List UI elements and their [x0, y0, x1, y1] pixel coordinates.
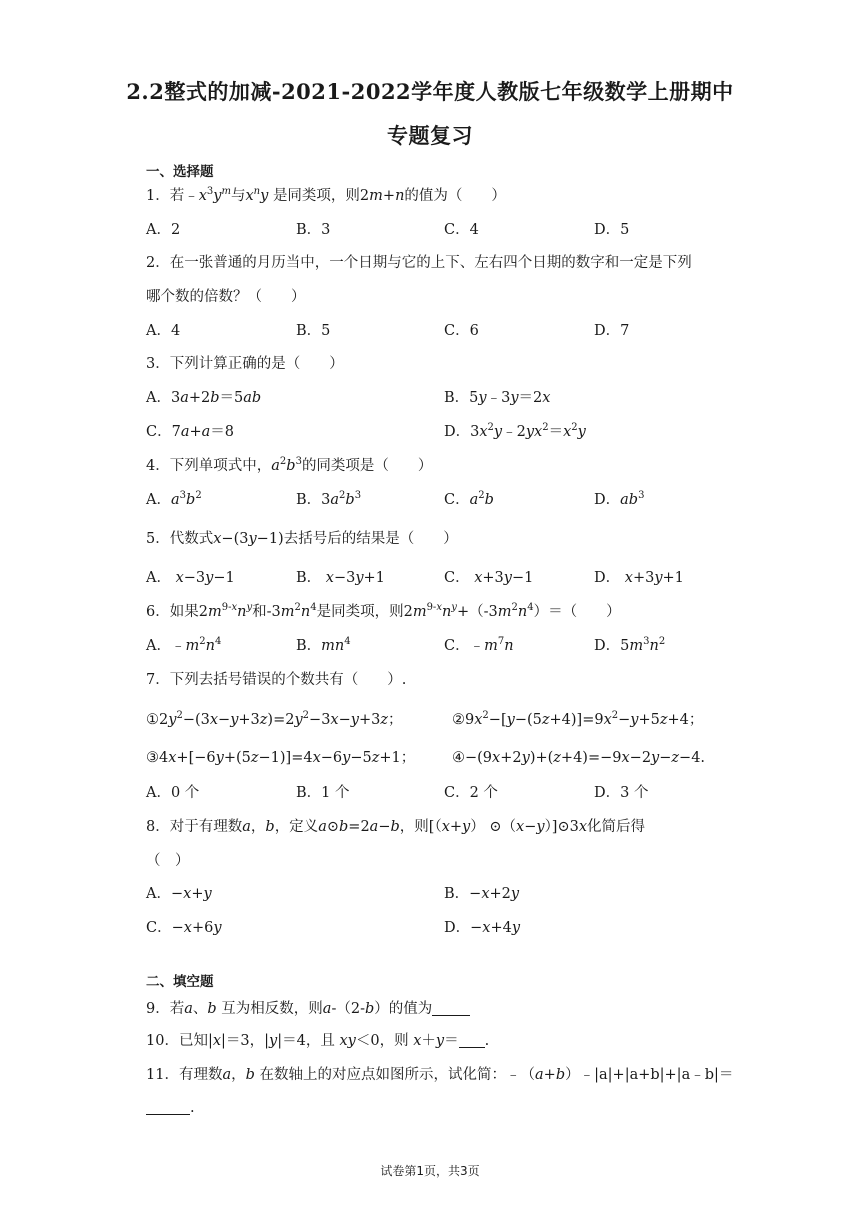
- q5-option-c[interactable]: C． x+3y−1: [444, 570, 534, 586]
- q6-option-a[interactable]: A．$﹣m^2n^4$: [146, 636, 222, 654]
- q4-option-c[interactable]: C．$a^2b$: [444, 490, 494, 508]
- q2-option-b[interactable]: B．5: [296, 323, 331, 339]
- question-10: 10．已知|x|＝3，|y|＝4，且 xy＜0，则 x＋y＝ .: [146, 1033, 490, 1049]
- page-footer: 试卷第1页，共3页: [380, 1164, 480, 1178]
- q4-option-d[interactable]: D．$ab^3$: [594, 490, 645, 508]
- question-5: 5．代数式x−(3y−1)去括号后的结果是（ ）: [146, 531, 458, 547]
- q1-option-c[interactable]: C．4: [444, 222, 479, 238]
- q4-option-b[interactable]: B．$3a^2b^3$: [296, 490, 362, 508]
- q8-option-d[interactable]: D．−x+4y: [444, 920, 521, 936]
- question-11-line-1: 11．有理数a，b 在数轴上的对应点如图所示，试化简：﹣（a+b）﹣|a|+|a+b|+|a﹣b|＝: [146, 1067, 734, 1083]
- question-8-line-2: （ ）: [146, 853, 190, 869]
- q7-option-a[interactable]: A．0 个: [146, 785, 200, 801]
- question-11-line-2: .: [146, 1099, 195, 1117]
- q7-option-c[interactable]: C．2 个: [444, 785, 498, 801]
- q5-option-b[interactable]: B． x−3y+1: [296, 570, 385, 586]
- q8-option-c[interactable]: C．−x+6y: [146, 920, 222, 936]
- q1-option-d[interactable]: D．5: [594, 222, 630, 238]
- question-8-line-1: 8．对于有理数a，b，定义a⊙b=2a−b，则[（x+y） ⊙（x−y）]⊙3x化简后得: [146, 819, 646, 835]
- question-4: 4．下列单项式中，$a^2b^3$的同类项是（ ）: [146, 456, 433, 474]
- question-1: 1．若$﹣x^3y^m$与$x^ny$ 是同类项，则2m+n的值为（ ）: [146, 186, 506, 204]
- q8-option-b[interactable]: B．−x+2y: [444, 886, 520, 902]
- q7-item-3: ③4x+[−6y+(5z−1)]=4x−6y−5z+1；: [146, 750, 416, 766]
- answer-blank[interactable]: [459, 1033, 485, 1048]
- section-heading-choice: 一、选择题: [146, 164, 214, 180]
- q3-option-c[interactable]: C．7a+a＝8: [146, 424, 235, 440]
- question-6: 6．如果$2m^{9-x}n^y$和$-3m^2n^4$是同类项，则$2m^{9-x}n^y+(-3m^2n^4)=$（ ）: [146, 602, 621, 620]
- q5-option-d[interactable]: D． x+3y+1: [594, 570, 684, 586]
- q8-option-a[interactable]: A．−x+y: [146, 886, 212, 902]
- question-2-line-1: 2．在一张普通的月历当中，一个日期与它的上下、左右四个日期的数字和一定是下列: [146, 255, 692, 271]
- q7-option-b[interactable]: B．1 个: [296, 785, 350, 801]
- q1-option-b[interactable]: B．3: [296, 222, 331, 238]
- q3-option-a[interactable]: A．3a+2b＝5ab: [146, 390, 262, 406]
- question-3: 3．下列计算正确的是（ ）: [146, 356, 344, 372]
- q4-option-a[interactable]: A．$a^3b^2$: [146, 490, 202, 508]
- page-title: 2.2整式的加减-2021-2022学年度人教版七年级数学上册期中: [126, 79, 734, 104]
- q2-option-a[interactable]: A．4: [146, 323, 181, 339]
- page-subtitle: 专题复习: [387, 123, 473, 148]
- q7-item-2: $②9x^2-[y-(5z+4)]=9x^2-y+5z+4$；: [452, 710, 704, 728]
- q7-item-4: ④−(9x+2y)+(z+4)=−9x−2y−z−4.: [452, 750, 706, 766]
- question-7: 7．下列去括号错误的个数共有（ ）.: [146, 672, 407, 688]
- q7-item-1: $①2y^2-(3x-y+3z)=2y^2-3x-y+3z$；: [146, 710, 403, 728]
- q3-option-b[interactable]: B．5y﹣3y＝2x: [444, 390, 551, 406]
- q7-option-d[interactable]: D．3 个: [594, 785, 649, 801]
- q3-option-d[interactable]: D．$3x^2y﹣2yx^2=x^2y$: [444, 422, 586, 440]
- q2-option-d[interactable]: D．7: [594, 323, 630, 339]
- q6-option-d[interactable]: D．$5m^3n^2$: [594, 636, 666, 654]
- q6-option-c[interactable]: C．$﹣m^7n$: [444, 636, 514, 654]
- answer-blank[interactable]: [432, 1001, 470, 1016]
- q5-option-a[interactable]: A． x−3y−1: [146, 570, 235, 586]
- section-heading-fill: 二、填空题: [146, 974, 214, 990]
- q1-option-a[interactable]: A．2: [146, 222, 181, 238]
- answer-blank[interactable]: [146, 1100, 190, 1115]
- q6-option-b[interactable]: B．$mn^4$: [296, 636, 351, 654]
- question-9: 9．若a、b 互为相反数，则a-（2-b）的值为: [146, 1000, 470, 1018]
- question-2-line-2: 哪个数的倍数？（ ）: [146, 289, 306, 305]
- q2-option-c[interactable]: C．6: [444, 323, 479, 339]
